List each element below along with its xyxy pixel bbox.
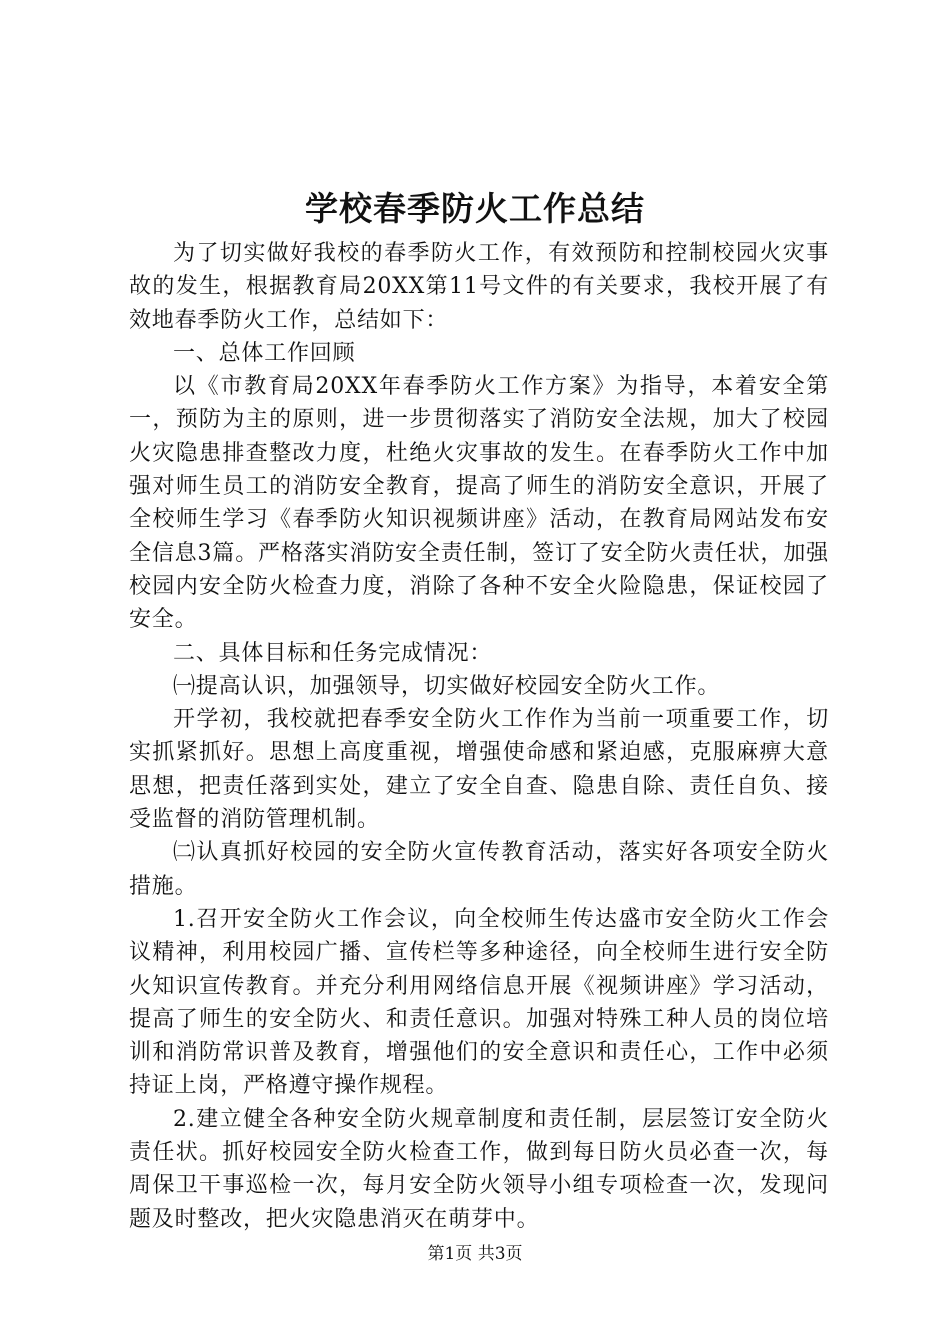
- list-item-2: 2.建立健全各种安全防火规章制度和责任制，层层签订安全防火责任状。抓好校园安全防火检查工作，做到每日防火员必查一次，每周保卫干事巡检一次，每月安全防火领导小组专项检查一次，发现问题及时整改，把火灾隐患消灭在萌芽中。: [129, 1106, 829, 1232]
- list-item-1: 1.召开安全防火工作会议，向全校师生传达盛市安全防火工作会议精神，利用校园广播、宣传栏等多种途径，向全校师生进行安全防火知识宣传教育。并充分利用网络信息开展《视频讲座》学习活动，提高了师生的安全防火、和责任意识。加强对特殊工种人员的岗位培训和消防常识普及教育，增强他们的安全意识和责任心，工作中必须持证上岗，严格遵守操作规程。: [129, 906, 829, 1099]
- page-footer: 第1页 共3页: [427, 1244, 523, 1264]
- subsection-paragraph-1: 开学初，我校就把春季安全防火工作作为当前一项重要工作，切实抓紧抓好。思想上高度重视，增强使命感和紧迫感，克服麻痹大意思想，把责任落到实处，建立了安全自查、隐患自除、责任自负、接受监督的消防管理机制。: [129, 707, 829, 833]
- section-heading-1: 一、总体工作回顾: [173, 340, 356, 366]
- subsection-heading-2: ㈡认真抓好校园的安全防火宣传教育活动，落实好各项安全防火措施。: [129, 840, 829, 899]
- intro-paragraph: 为了切实做好我校的春季防火工作，有效预防和控制校园火灾事故的发生，根据教育局20XX第11号文件的有关要求，我校开展了有效地春季防火工作，总结如下：: [129, 241, 829, 333]
- review-paragraph: 以《市教育局20XX年春季防火工作方案》为指导，本着安全第一，预防为主的原则，进一步贯彻落实了消防安全法规，加大了校园火灾隐患排查整改力度，杜绝火灾事故的发生。在春季防火工作中加强对师生员工的消防安全教育，提高了师生的消防安全意识，开展了全校师生学习《春季防火知识视频讲座》活动，在教育局网站发布安全信息3篇。严格落实消防安全责任制，签订了安全防火责任状，加强校园内安全防火检查力度，消除了各种不安全火险隐患，保证校园了安全。: [129, 374, 829, 633]
- document-body: [129, 237, 829, 1236]
- document-title: 学校春季防火工作总结: [305, 189, 645, 228]
- subsection-heading-1: ㈠提高认识，加强领导，切实做好校园安全防火工作。: [173, 673, 721, 699]
- section-heading-2: 二、具体目标和任务完成情况：: [173, 640, 493, 666]
